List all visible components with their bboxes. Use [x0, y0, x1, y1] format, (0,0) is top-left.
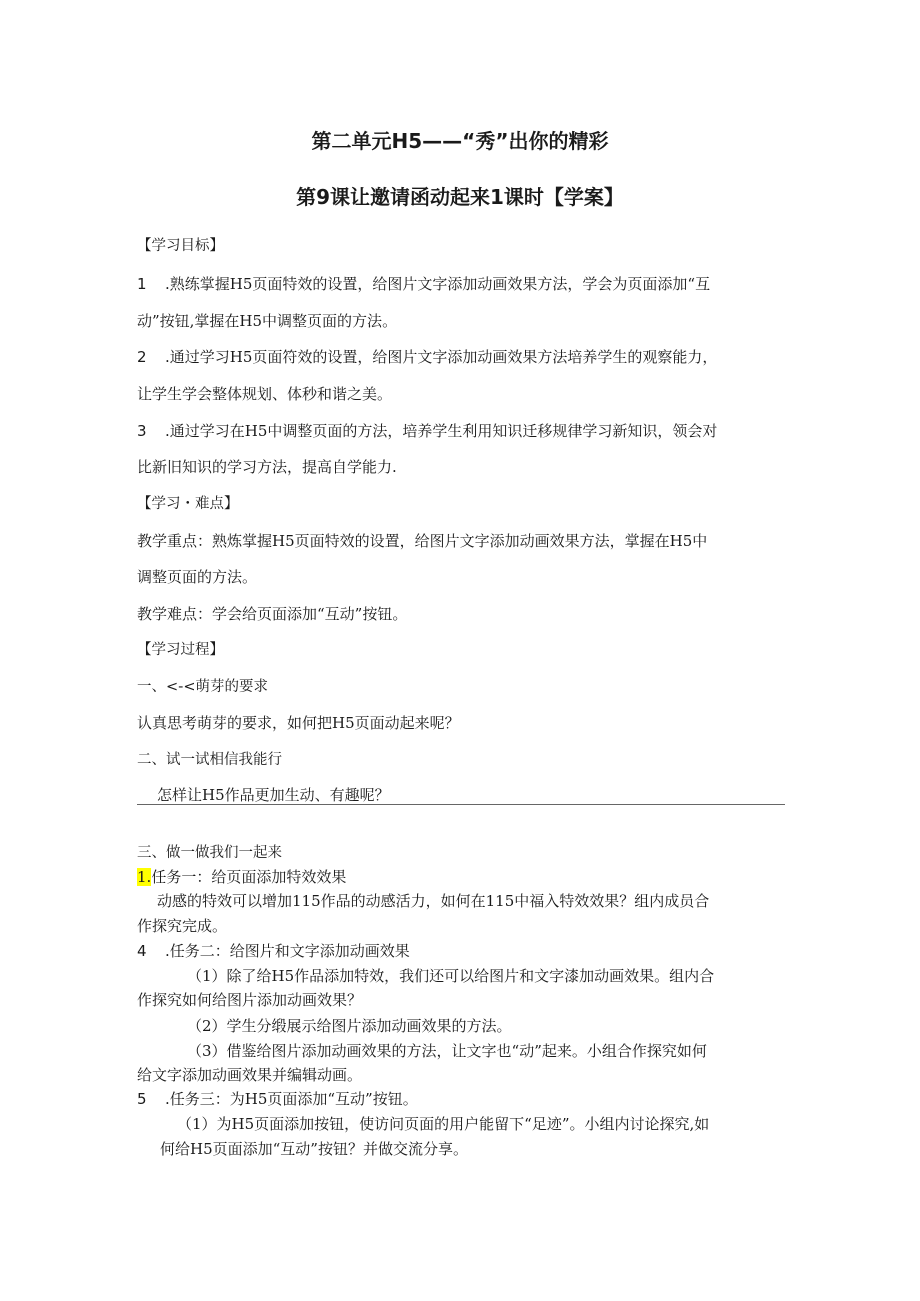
objective-3-text: .通过学习在H5中调整页面的方法，培养学生利用知识迁移规律学习新知识，领会对: [165, 422, 718, 440]
task-2-para-2: （2）学生分缎展示给图片添加动画效果的方法。: [187, 1017, 512, 1035]
task-2-para-3-line-1: （3）借鉴给图片添加动画效果的方法，让文字也“动”起来。小组合作探究如何: [187, 1042, 707, 1060]
section-2-heading: 二、试一试相信我能行: [137, 752, 282, 768]
task-2-para-3-line-2: 给文字添加动画效果并编辑动画。: [137, 1066, 363, 1084]
objective-2-number: 2: [137, 348, 147, 366]
section-1-heading: 一、<-<萌芽的要求: [137, 679, 269, 695]
section-2-text: 怎样让H5作品更加生动、有趣呢？: [157, 786, 390, 804]
objective-1-number: 1: [137, 275, 147, 293]
task-3-number: 5: [137, 1090, 147, 1108]
document-title: 第二单元H5——“秀”出你的精彩: [311, 129, 609, 153]
teaching-focus-line-1: 教学重点：熟炼掌握H5页面特效的设置，给图片文字添加动画效果方法，掌握在H5中: [137, 532, 708, 550]
task-2-para-1-line-2: 作探究如何给图片添加动画效果？: [137, 991, 363, 1009]
keypoints-heading: 【学习・难点】: [137, 496, 239, 512]
objective-3-line-2: 比新旧知识的学习方法，提高自学能力.: [137, 458, 397, 476]
task-1-title-line: [137, 867, 346, 887]
task-3-title: .任务三：为H5页面添加“互动”按钮。: [165, 1090, 418, 1108]
task-2-number: 4: [137, 942, 147, 960]
objective-2-line-2: 让学生学会整体规划、体秒和谐之美。: [137, 385, 393, 403]
task-1-number-highlight: 1.: [137, 868, 152, 886]
objective-3-line-1: [137, 421, 717, 441]
task-3-para-1-line-1: （1）为H5页面添加按钮，使访问页面的用户能留下“足迹”。小组内讨论探究,如: [177, 1115, 710, 1133]
section-1-text: 认真思考萌芽的要求，如何把H5页面动起来呢？: [137, 714, 460, 732]
objective-1-line-1: [137, 274, 710, 294]
task-1-title: 任务一：给页面添加特效效果: [151, 868, 347, 886]
objective-2-text: .通过学习H5页面符效的设置，给图片文字添加动画效果方法培养学生的观察能力，: [165, 348, 718, 366]
objectives-heading: 【学习目标】: [137, 238, 224, 254]
task-1-line-1: 动感的特效可以增加115作品的动感活力，如何在115中福入特效效果？组内成员合: [157, 892, 710, 910]
task-3-para-1-line-2: 何给H5页面添加“互动”按钮？并做交流分享。: [160, 1140, 468, 1158]
task-2-para-1-line-1: （1）除了给H5作品添加特效，我们还可以给图片和文字漆加动画效果。组内合: [187, 967, 715, 985]
objective-2-line-1: [137, 347, 717, 367]
teaching-difficulty: 教学难点：学会给页面添加“互动”按钮。: [137, 605, 408, 623]
document-subtitle: 第9课让邀请函动起来1课时【学案】: [296, 185, 624, 209]
objective-1-text: .熟练掌握H5页面特效的设置，给图片文字添加动画效果方法，学会为页面添加“互: [165, 275, 711, 293]
task-3-title-line: [137, 1089, 418, 1109]
task-2-title-line: [137, 941, 410, 961]
task-1-line-2: 作探究完成。: [137, 917, 228, 935]
process-heading: 【学习过程】: [137, 642, 224, 658]
section-3-heading: 三、做一做我们一起来: [137, 845, 282, 861]
objective-1-line-2: 动”按钮,掌握在H5中调整页面的方法。: [137, 312, 398, 330]
teaching-focus-line-2: 调整页面的方法。: [137, 568, 258, 586]
objective-3-number: 3: [137, 422, 147, 440]
task-2-title: .任务二：给图片和文字添加动画效果: [165, 942, 410, 960]
divider-line: [137, 804, 785, 805]
